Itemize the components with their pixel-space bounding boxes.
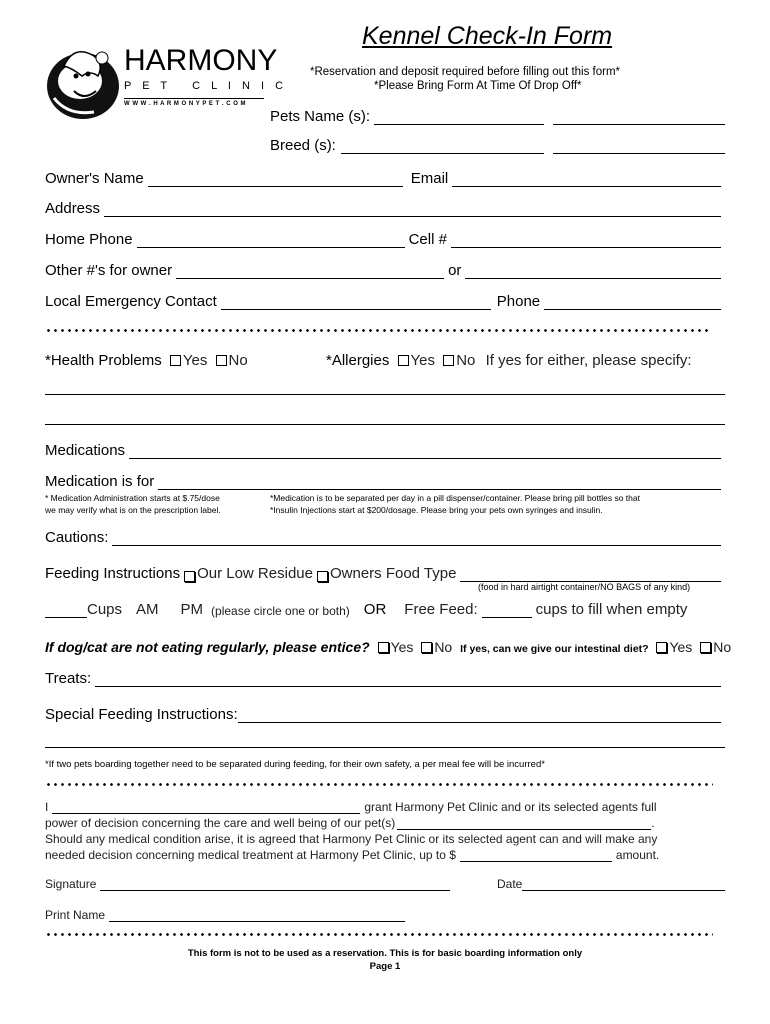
- low-residue-label: Our Low Residue: [197, 565, 313, 582]
- pet-illustration-icon: [44, 36, 122, 122]
- address-field[interactable]: [104, 202, 721, 217]
- entice-no-label: No: [434, 639, 453, 655]
- health-specify-line-2[interactable]: [45, 424, 725, 425]
- breed-label: Breed (s):: [270, 137, 336, 154]
- other-number-field-1[interactable]: [176, 264, 444, 279]
- emergency-phone-label: Phone: [496, 293, 541, 310]
- divider-2: [45, 783, 713, 786]
- date-label: Date: [497, 877, 523, 891]
- special-feeding-field[interactable]: [238, 708, 721, 723]
- cautions-field[interactable]: [112, 531, 721, 546]
- breed-field-1[interactable]: [341, 139, 544, 154]
- consent-amount-label: amount.: [615, 848, 660, 862]
- breed-row: [270, 137, 336, 154]
- signature-row: [45, 877, 450, 891]
- medication-notes-left: [45, 492, 221, 516]
- bring-form-note: *Please Bring Form At Time Of Drop Off*: [374, 80, 582, 92]
- owner-name-label: Owner's Name: [45, 170, 144, 187]
- circle-note: (please circle one or both): [211, 604, 350, 618]
- address-label: Address: [45, 200, 101, 217]
- medication-note-dose: * Medication Administration starts at $.75/dose: [45, 493, 220, 503]
- allergies-no-label: No: [456, 352, 476, 369]
- cups-row: [45, 601, 687, 618]
- consent-pets-field[interactable]: [397, 817, 651, 830]
- address-row: [45, 200, 725, 217]
- diet-no-label: No: [713, 639, 732, 655]
- consent-line-2: [45, 816, 655, 830]
- entice-yes-label: Yes: [390, 639, 414, 655]
- consent-grant-text: grant Harmony Pet Clinic and or its selected agents full: [364, 800, 657, 814]
- medications-row: [45, 442, 725, 459]
- medication-note-separate: *Medication is to be separated per day in a pill dispenser/container. Please bring pill bottles so that: [270, 493, 640, 503]
- owner-name-row: [45, 170, 725, 187]
- allergies-yes-checkbox[interactable]: [398, 355, 409, 366]
- cell-label: Cell #: [408, 231, 447, 248]
- divider-1: [45, 329, 710, 332]
- email-field[interactable]: [452, 172, 721, 187]
- treats-field[interactable]: [95, 672, 721, 687]
- or-label: OR: [363, 601, 387, 618]
- print-name-field[interactable]: [109, 909, 405, 922]
- home-phone-label: Home Phone: [45, 231, 133, 248]
- free-feed-cups-field[interactable]: [482, 603, 532, 618]
- pets-name-field-2[interactable]: [553, 110, 725, 125]
- medication-note-verify: we may verify what is on the prescription label.: [45, 505, 221, 515]
- free-feed-label: Free Feed:: [404, 601, 478, 618]
- date-row: [497, 877, 725, 891]
- treats-label: Treats: [45, 670, 87, 687]
- emergency-phone-field[interactable]: [544, 295, 721, 310]
- allergies-no-checkbox[interactable]: [443, 355, 454, 366]
- medication-for-label: Medication is for: [45, 473, 155, 490]
- home-phone-field[interactable]: [137, 233, 405, 248]
- owner-consent-name-field[interactable]: [52, 801, 360, 814]
- pets-name-field-1[interactable]: [374, 110, 544, 125]
- medications-field[interactable]: [129, 444, 721, 459]
- health-yes-checkbox[interactable]: [170, 355, 181, 366]
- consent-amount-field[interactable]: [460, 849, 612, 862]
- cautions-row: Cautions :: [45, 529, 725, 546]
- specify-label: If yes for either, please specify:: [485, 352, 692, 369]
- diet-no-checkbox[interactable]: [700, 642, 711, 653]
- cell-field[interactable]: [451, 233, 721, 248]
- other-numbers-label: Other #'s for owner: [45, 262, 173, 279]
- health-problems-label: *Health Problems: [45, 352, 162, 369]
- medication-notes-right: [270, 492, 640, 516]
- email-label: Email: [410, 170, 449, 187]
- am-option[interactable]: AM: [136, 601, 159, 618]
- breed-field-2[interactable]: [553, 139, 725, 154]
- or-label: or: [448, 262, 462, 279]
- feeding-row: [45, 565, 725, 582]
- feeding-instructions-label: Feeding Instructions: [45, 565, 181, 582]
- pets-name-row: [270, 108, 370, 125]
- cups-fill-label: cups to fill when empty: [535, 601, 688, 618]
- consent-i: I: [45, 800, 49, 814]
- medications-label: Medications: [45, 442, 126, 459]
- print-name-label: Print Name: [45, 908, 106, 922]
- cups-field[interactable]: [45, 603, 87, 618]
- owners-food-type-field[interactable]: [460, 567, 721, 582]
- diet-yes-label: Yes: [669, 639, 693, 655]
- cups-label: Cups: [87, 601, 123, 618]
- allergies-label: *Allergies: [326, 352, 390, 369]
- logo-name: HARMONY: [124, 44, 278, 77]
- food-container-note: (food in hard airtight container/NO BAGS of any kind): [478, 582, 691, 592]
- entice-question: If dog/cat are not eating regularly, please entice?: [45, 639, 370, 655]
- consent-line-4: [45, 848, 659, 862]
- health-no-label: No: [228, 352, 248, 369]
- footer-note: This form is not to be used as a reservation. This is for basic boarding information only: [187, 948, 583, 959]
- entice-row: [45, 639, 731, 655]
- intestinal-diet-question: If yes, can we give our intestinal diet?: [460, 643, 649, 655]
- allergies-row: [326, 352, 692, 369]
- special-feeding-line-2[interactable]: [45, 747, 725, 748]
- pets-name-label: Pets Name (s):: [270, 108, 371, 125]
- emergency-contact-field[interactable]: [221, 295, 491, 310]
- divider-3: [45, 933, 713, 936]
- diet-yes-checkbox[interactable]: [656, 642, 667, 653]
- print-name-row: [45, 908, 405, 922]
- consent-line-1: [45, 800, 657, 814]
- emergency-contact-label: Local Emergency Contact: [45, 293, 217, 310]
- cautions-label: Cautions: [45, 529, 105, 546]
- pm-option[interactable]: PM: [180, 601, 204, 618]
- page-number: Page 1: [369, 961, 401, 972]
- form-title: Kennel Check-In Form: [362, 22, 613, 50]
- home-phone-row: [45, 231, 725, 248]
- logo-subtitle: P E T C L I N I C: [124, 80, 288, 92]
- health-row: [45, 352, 248, 369]
- medication-note-insulin: *Insulin Injections start at $200/dosage. Please bring your pets own syringes and insulin.: [270, 505, 603, 515]
- date-field[interactable]: [522, 878, 725, 891]
- reservation-note: *Reservation and deposit required before filling out this form*: [310, 66, 621, 78]
- signature-label: Signature: [45, 877, 97, 891]
- medication-for-field[interactable]: [158, 475, 721, 490]
- special-feeding-row: Special Feeding Instructions :: [45, 706, 725, 723]
- emergency-row: [45, 293, 725, 310]
- treats-row: Treats :: [45, 670, 725, 687]
- health-no-checkbox[interactable]: [216, 355, 227, 366]
- health-yes-label: Yes: [182, 352, 208, 369]
- logo-url: W W W . H A R M O N Y P E T . C O M: [124, 101, 247, 107]
- owner-name-field[interactable]: [148, 172, 403, 187]
- separate-fee-note: *If two pets boarding together need to be separated during feeding, for their own safety, a per meal fee will be incurred*: [45, 759, 545, 770]
- other-numbers-row: [45, 262, 725, 279]
- low-residue-checkbox[interactable]: [184, 571, 195, 582]
- owners-food-checkbox[interactable]: [317, 571, 328, 582]
- allergies-yes-label: Yes: [410, 352, 436, 369]
- consent-period: .: [651, 816, 655, 830]
- entice-yes-checkbox[interactable]: [378, 642, 389, 653]
- special-feeding-label: Special Feeding Instructions: [45, 706, 234, 723]
- entice-no-checkbox[interactable]: [421, 642, 432, 653]
- medication-for-row: [45, 473, 725, 490]
- owners-food-label: Owners Food Type: [329, 565, 457, 582]
- consent-power-text: power of decision concerning the care and well being of our pet(s): [45, 816, 396, 830]
- consent-line-3: Should any medical condition arise, it is agreed that Harmony Pet Clinic or its selected agent can and will make any: [45, 832, 658, 846]
- signature-field[interactable]: [100, 878, 450, 891]
- health-specify-line-1[interactable]: [45, 394, 725, 395]
- consent-amount-text: needed decision concerning medical treatment at Harmony Pet Clinic, up to $: [45, 848, 456, 862]
- other-number-field-2[interactable]: [465, 264, 721, 279]
- clinic-logo: [44, 36, 288, 126]
